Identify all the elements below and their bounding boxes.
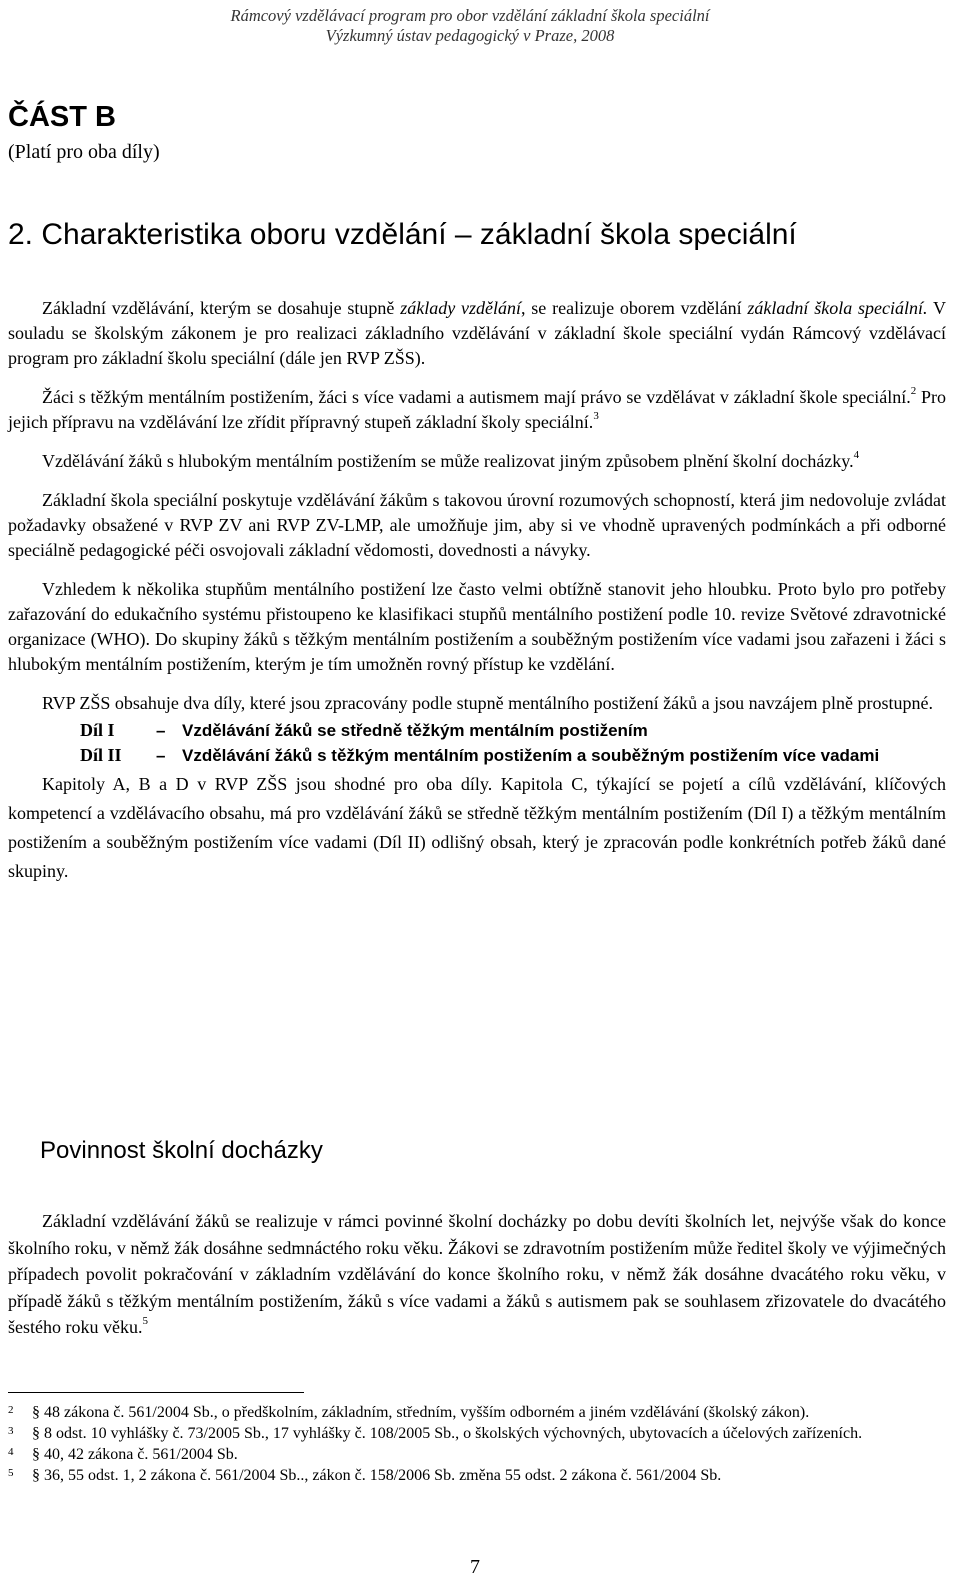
section-title: Povinnost školní docházky — [40, 1137, 323, 1164]
main-body — [8, 296, 946, 900]
footnote-number: 5 — [8, 1467, 14, 1479]
emphasis: základní škola speciální. — [747, 298, 928, 318]
page-number: 7 — [470, 1556, 480, 1578]
part-code: Díl I — [80, 720, 115, 740]
footnote — [8, 1465, 946, 1486]
footnote-number: 4 — [8, 1446, 14, 1458]
part-subtitle: (Platí pro oba díly) — [8, 141, 160, 163]
part-text: Vzdělávání žáků se středně těžkým mentálním postižením — [182, 721, 648, 740]
footnote-text: § 36, 55 odst. 1, 2 zákona č. 561/2004 Sb.., zákon č. 158/2006 Sb. změna 55 odst. 2 zákona č. 561/2004 Sb. — [32, 1467, 722, 1484]
footnotes — [8, 1402, 946, 1486]
footnote-ref[interactable]: 4 — [853, 449, 860, 461]
running-header — [190, 6, 750, 46]
section-paragraph: Základní vzdělávání žáků se realizuje v rámci povinné školní docházky po dobu devíti školních let, nejvýše však do konce školního roku, v němž žák dosáhne sedmnáctého roku věku. Žákovi se zdravotním postižením může ředitel školy ve výjimečných případech povolit pokračování v základním vzdělávání do konce školního roku, v němž žák dosáhne dvacátého roku věku, v případě žáků s těžkým mentálním postižením, žáků s více vadami a žáků s autismem pak se souhlasem zřizovatele do dvacátého šestého roku věku.$^5$ — [8, 1211, 946, 1338]
parts-list-item — [80, 743, 946, 768]
header-line-2: Výzkumný ústav pedagogický v Praze, 2008 — [325, 26, 615, 45]
header-line-1: Rámcový vzdělávací program pro obor vzdělání základní škola speciální — [230, 6, 710, 25]
part-text: Vzdělávání žáků s těžkým mentálním postižením a souběžným postižením více vadami — [182, 746, 880, 765]
footnote-ref[interactable]: 5 — [142, 1315, 148, 1328]
part-title: ČÁST B — [8, 101, 116, 133]
paragraph-4: Základní škola speciální poskytuje vzdělávání žákům s takovou úrovní rozumových schopností, která jim nedovoluje zvládat požadavky obsažené v RVP ZV ani RVP ZV-LMP, ale umožňuje jim, aby si ve vhodně upravených podmínkách a při odborné speciálně pedagogické péči osvojovali základní vědomosti, dovednosti a návyky. — [8, 490, 946, 560]
footnote — [8, 1444, 946, 1465]
footnote-ref[interactable]: 2 — [910, 385, 917, 397]
paragraph-1: Základní vzdělávání, kterým se dosahuje stupně základy vzdělání, se realizuje oborem vzdělání základní škola speciální. V souladu se školským zákonem je pro realizaci základního vzdělávání v základní škole speciální vydán Rámcový vzdělávací program pro základní školu speciální (dále jen RVP ZŠS). — [8, 298, 946, 368]
footnote-divider — [8, 1392, 304, 1393]
paragraph-2: Žáci s těžkým mentálním postižením, žáci s více vadami a autismem mají právo se vzdělávat v základní škole speciální.$^2$ Pro jejich přípravu na vzdělávání lze zřídit přípravný stupeň základní školy speciální.$^3$ — [8, 385, 946, 432]
footnote-text: § 48 zákona č. 561/2004 Sb., o předškolním, základním, středním, vyšším odborném a jiném vzdělávání (školský zákon). — [32, 1404, 810, 1421]
parts-list-item — [80, 718, 946, 743]
paragraph-6: RVP ZŠS obsahuje dva díly, které jsou zpracovány podle stupně mentálního postižení žáků a jsou navzájem plně prostupné. — [42, 693, 934, 713]
section-body — [8, 1208, 946, 1355]
emphasis: základy vzdělání — [400, 298, 521, 318]
footnote — [8, 1423, 946, 1444]
part-dash: – — [156, 721, 166, 740]
part-code: Díl II — [80, 745, 122, 765]
paragraph-3: Vzdělávání žáků s hlubokým mentálním postižením se může realizovat jiným způsobem plnění školní docházky.$^4$ — [42, 449, 860, 471]
footnote-number: 2 — [8, 1404, 14, 1416]
footnote — [8, 1402, 946, 1423]
chapter-title: 2. Charakteristika oboru vzdělání – základní škola speciální — [8, 218, 797, 251]
footnote-number: 3 — [8, 1425, 14, 1437]
footnote-text: § 8 odst. 10 vyhlášky č. 73/2005 Sb., 17 vyhlášky č. 108/2005 Sb., o školských výchovných, ubytovacích a účelových zařízeních. — [32, 1425, 863, 1442]
paragraph-5: Vzhledem k několika stupňům mentálního postižení lze často velmi obtížně stanovit jeho hloubku. Proto bylo pro potřeby zařazování do edukačního systému přistoupeno ke klasifikaci stupňů mentálního postižení podle 10. revize Světové zdravotnické organizace (WHO). Do skupiny žáků s těžkým mentálním postižením a souběžným postižením více vadami jsou zařazeni i žáci s hlubokým mentálním postižením, kterým je tím umožněn rovný přístup ke vzdělání. — [8, 579, 946, 674]
part-dash: – — [156, 746, 166, 765]
paragraph-7: Kapitoly A, B a D v RVP ZŠS jsou shodné pro oba díly. Kapitola C, týkající se pojetí a cílů vzdělávání, klíčových kompetencí a vzdělávacího obsahu, má pro vzdělávání žáků se středně těžkým mentálním postižením (Díl I) a těžkým mentálním postižením a souběžným postižením více vadami (Díl II) odlišný obsah, který je zpracován podle konkrétních potřeb žáků dané skupiny. — [8, 774, 946, 881]
footnote-ref[interactable]: 3 — [593, 410, 599, 422]
footnote-text: § 40, 42 zákona č. 561/2004 Sb. — [32, 1446, 238, 1463]
